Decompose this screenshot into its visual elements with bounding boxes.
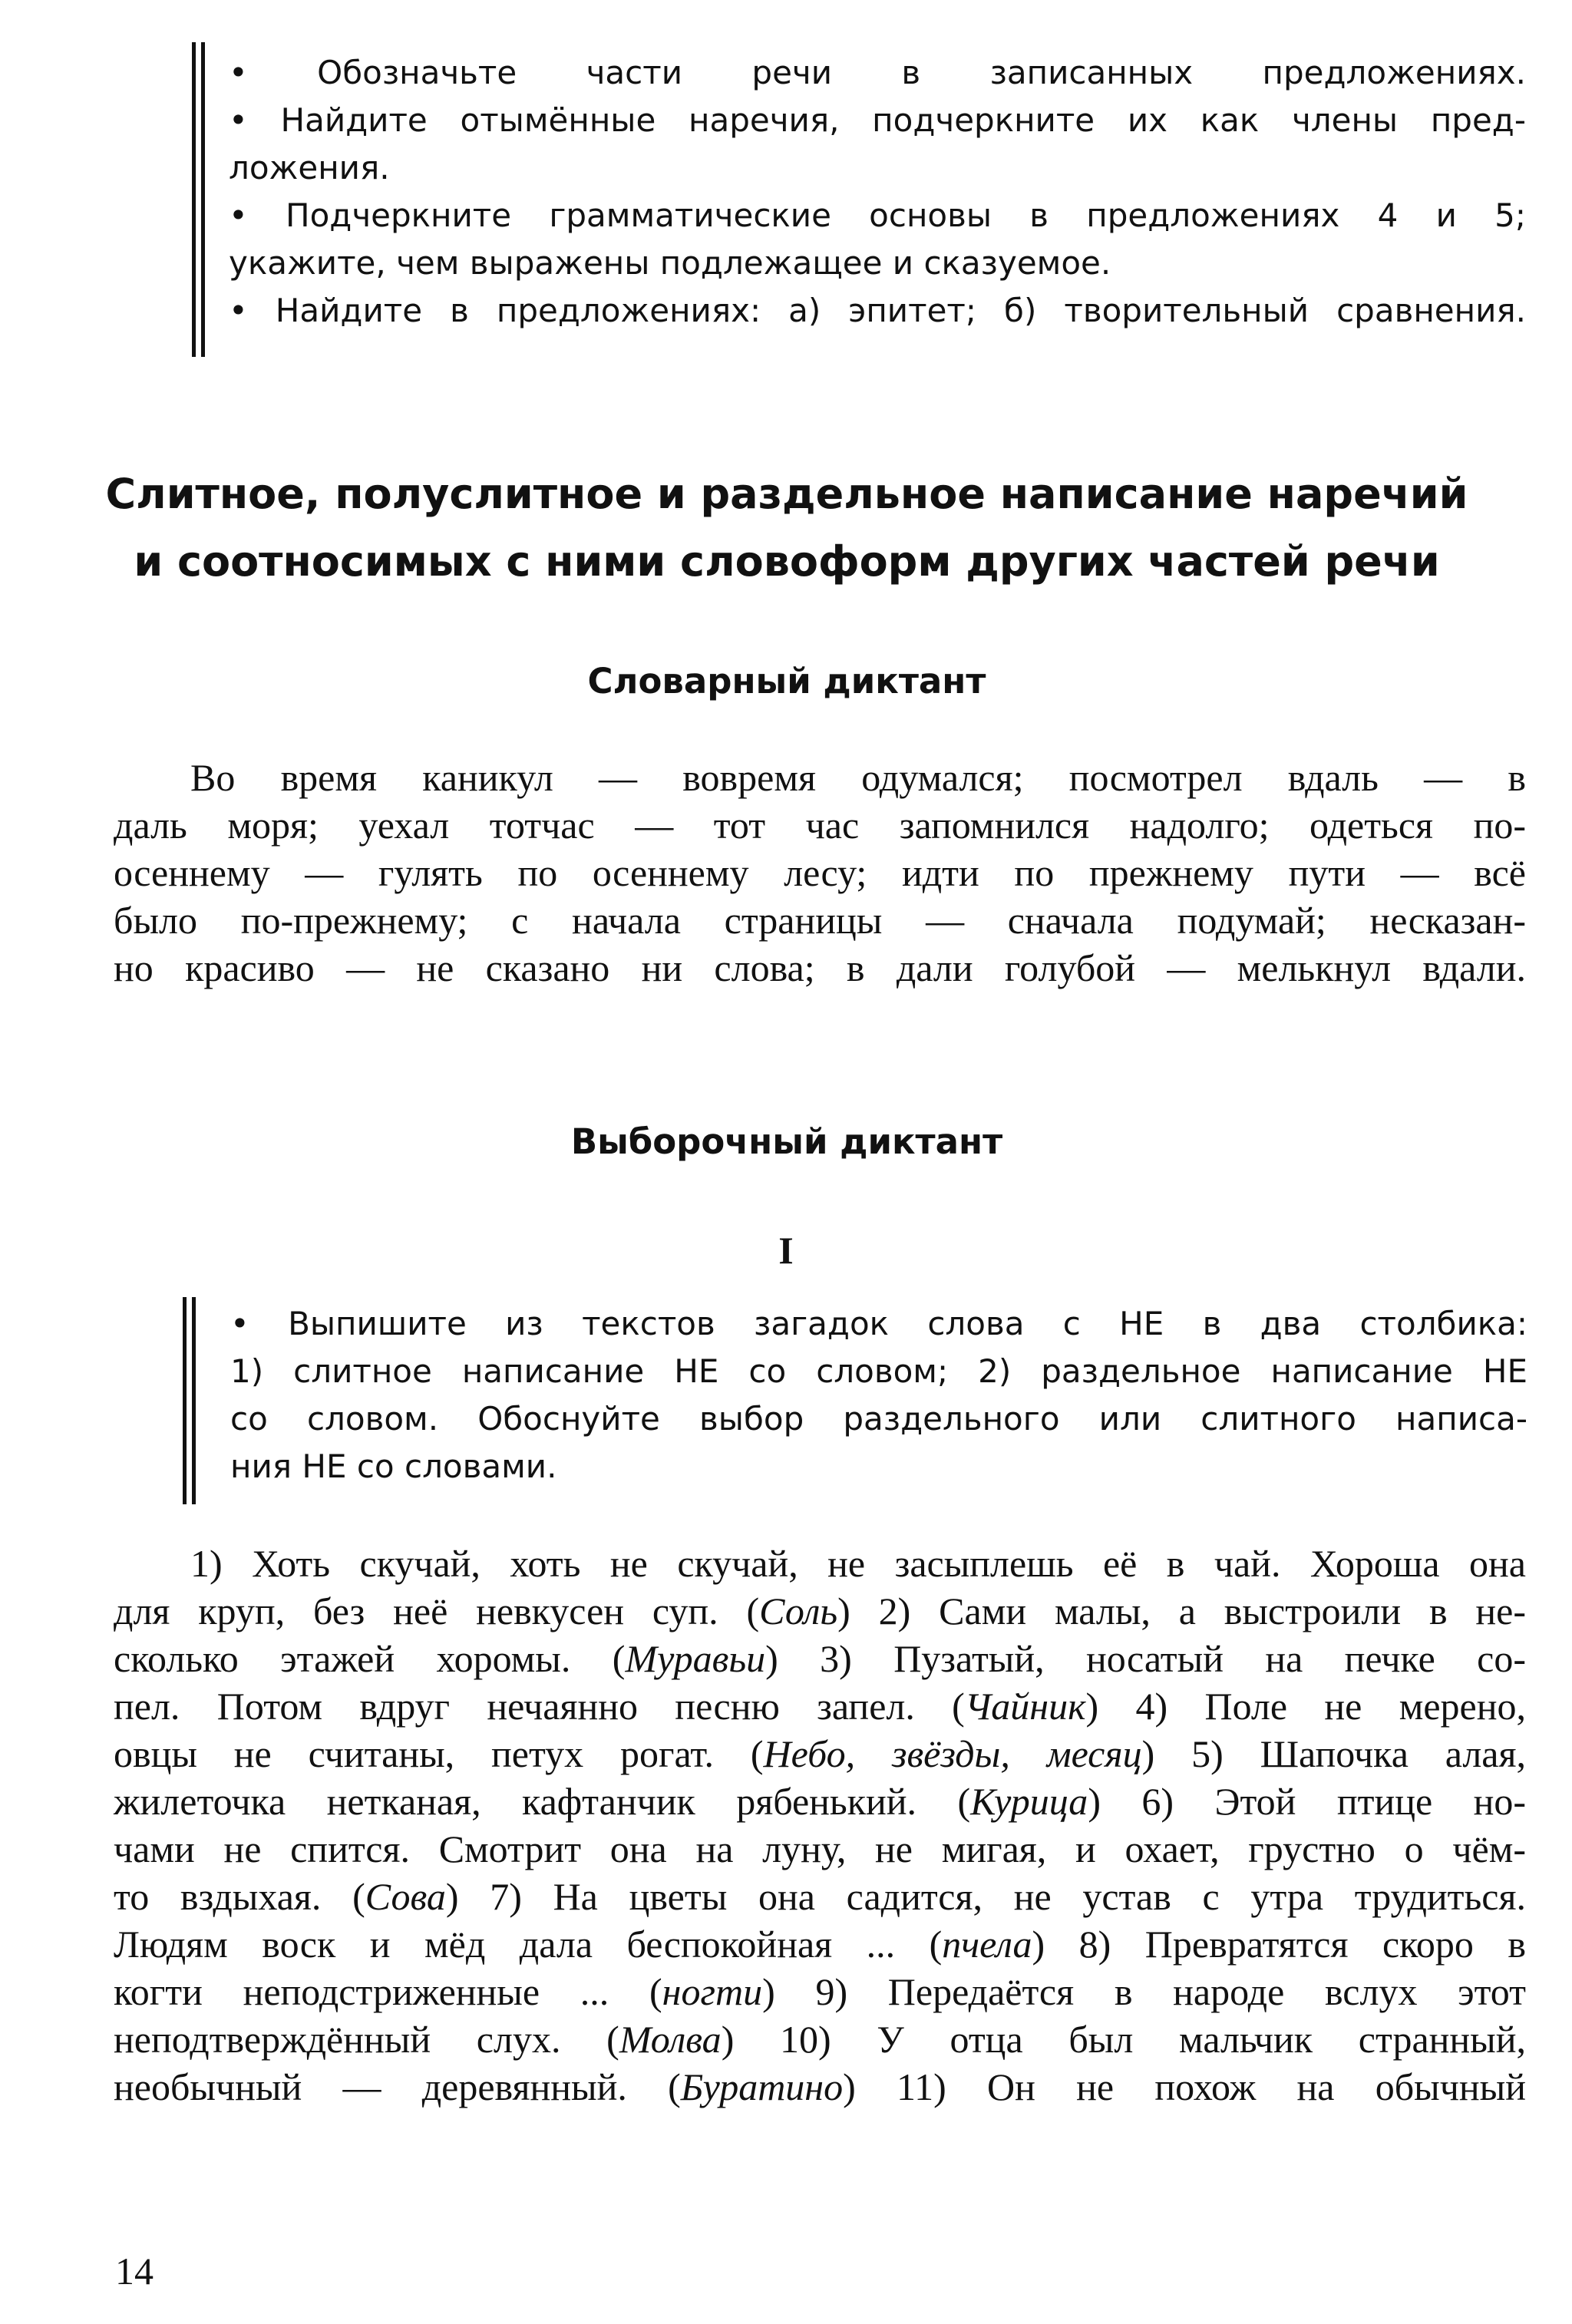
- task-1-line: ложения.: [229, 149, 390, 187]
- riddle-line: неподтверждённый слух. (Молва) 10) У отца был мальчик странный,: [114, 2018, 1527, 2061]
- task-block-1-rule-inner: [201, 42, 205, 357]
- task-2-line: 1) слитное написание НЕ со словом; 2) раздельное написание НЕ: [230, 1352, 1527, 1390]
- task-2-line: ния НЕ со словами.: [230, 1448, 557, 1485]
- riddle-line: то вздыхая. (Сова) 7) На цветы она садится, не устав с утра трудиться.: [114, 1875, 1526, 1918]
- task-2-line: со словом. Обоснуйте выбор раздельного или слитного написа-: [230, 1400, 1527, 1438]
- task-1-line: укажите, чем выражены подлежащее и сказуемое.: [229, 244, 1111, 282]
- task-2-line: • Выпишите из текстов загадок слова с НЕ в два столбика:: [230, 1305, 1527, 1342]
- task-1-line: • Обозначьте части речи в записанных предложениях.: [229, 54, 1526, 91]
- task-block-2-rule-inner: [192, 1297, 196, 1504]
- dictation-1-line: было по-прежнему; с начала страницы — сначала подумай; несказан-: [114, 899, 1526, 942]
- task-1-line: • Найдите в предложениях: а) эпитет; б) творительный сравнения.: [229, 292, 1526, 329]
- task-1-line: • Найдите отымённые наречия, подчеркните их как члены пред-: [229, 101, 1526, 139]
- riddle-line: чами не спится. Смотрит она на луну, не мигая, и охает, грустно о чём-: [114, 1827, 1526, 1870]
- task-1-line: • Подчеркните грамматические основы в предложениях 4 и 5;: [229, 196, 1526, 234]
- task-block-2-rule-outer: [183, 1297, 187, 1504]
- task-block-2: [230, 1300, 1527, 1490]
- riddle-line: когти неподстриженные ... (ногти) 9) Передаётся в народе вслух этот: [114, 1970, 1526, 2013]
- dictation-1-text: [114, 754, 1526, 992]
- dictation-2-title: Выборочный диктант: [570, 1121, 1003, 1162]
- riddles-text: [114, 1540, 1526, 2111]
- task-block-1-rule-outer: [192, 42, 196, 357]
- riddle-line: для круп, без неё невкусен суп. (Соль) 2) Сами малы, а выстроили в не-: [114, 1589, 1527, 1632]
- dictation-1-line: даль моря; уехал тотчас — тот час запомнился надолго; одеться по-: [114, 804, 1526, 847]
- riddle-line: 1) Хоть скучай, хоть не скучай, не засыплешь её в чай. Хороша она: [190, 1542, 1526, 1585]
- task-block-1: [229, 49, 1526, 335]
- page-number: 14: [115, 2250, 154, 2293]
- section-title: [46, 461, 1527, 596]
- dictation-1-line: осеннему — гулять по осеннему лесу; идти по прежнему пути — всё: [114, 851, 1526, 894]
- riddle-line: необычный — деревянный. (Буратино) 11) Он не похож на обычный: [114, 2065, 1527, 2108]
- riddle-line: сколько этажей хоромы. (Муравьи) 3) Пузатый, носатый на печке со-: [114, 1637, 1526, 1680]
- section-title-line-2: и соотносимых с ними словоформ других частей речи: [134, 537, 1440, 586]
- riddle-line: овцы не считаны, петух рогат. (Небо, звёзды, месяц) 5) Шапочка алая,: [114, 1732, 1526, 1775]
- dictation-2-part-number: I: [778, 1229, 794, 1272]
- dictation-1-title: Словарный диктант: [587, 661, 986, 701]
- dictation-1-line: но красиво — не сказано ни слова; в дали голубой — мелькнул вдали.: [114, 946, 1526, 989]
- dictation-1-line: Во время каникул — вовремя одумался; посмотрел вдаль — в: [190, 756, 1526, 799]
- riddle-line: жилеточка нетканая, кафтанчик рябенький. (Курица) 6) Этой птице но-: [114, 1780, 1526, 1823]
- riddle-line: Людям воск и мёд дала беспокойная ... (пчела) 8) Превратятся скоро в: [114, 1923, 1527, 1966]
- riddle-line: пел. Потом вдруг нечаянно песню запел. (Чайник) 4) Поле не мерено,: [114, 1685, 1526, 1728]
- section-title-line-1: Слитное, полуслитное и раздельное написание наречий: [105, 470, 1468, 518]
